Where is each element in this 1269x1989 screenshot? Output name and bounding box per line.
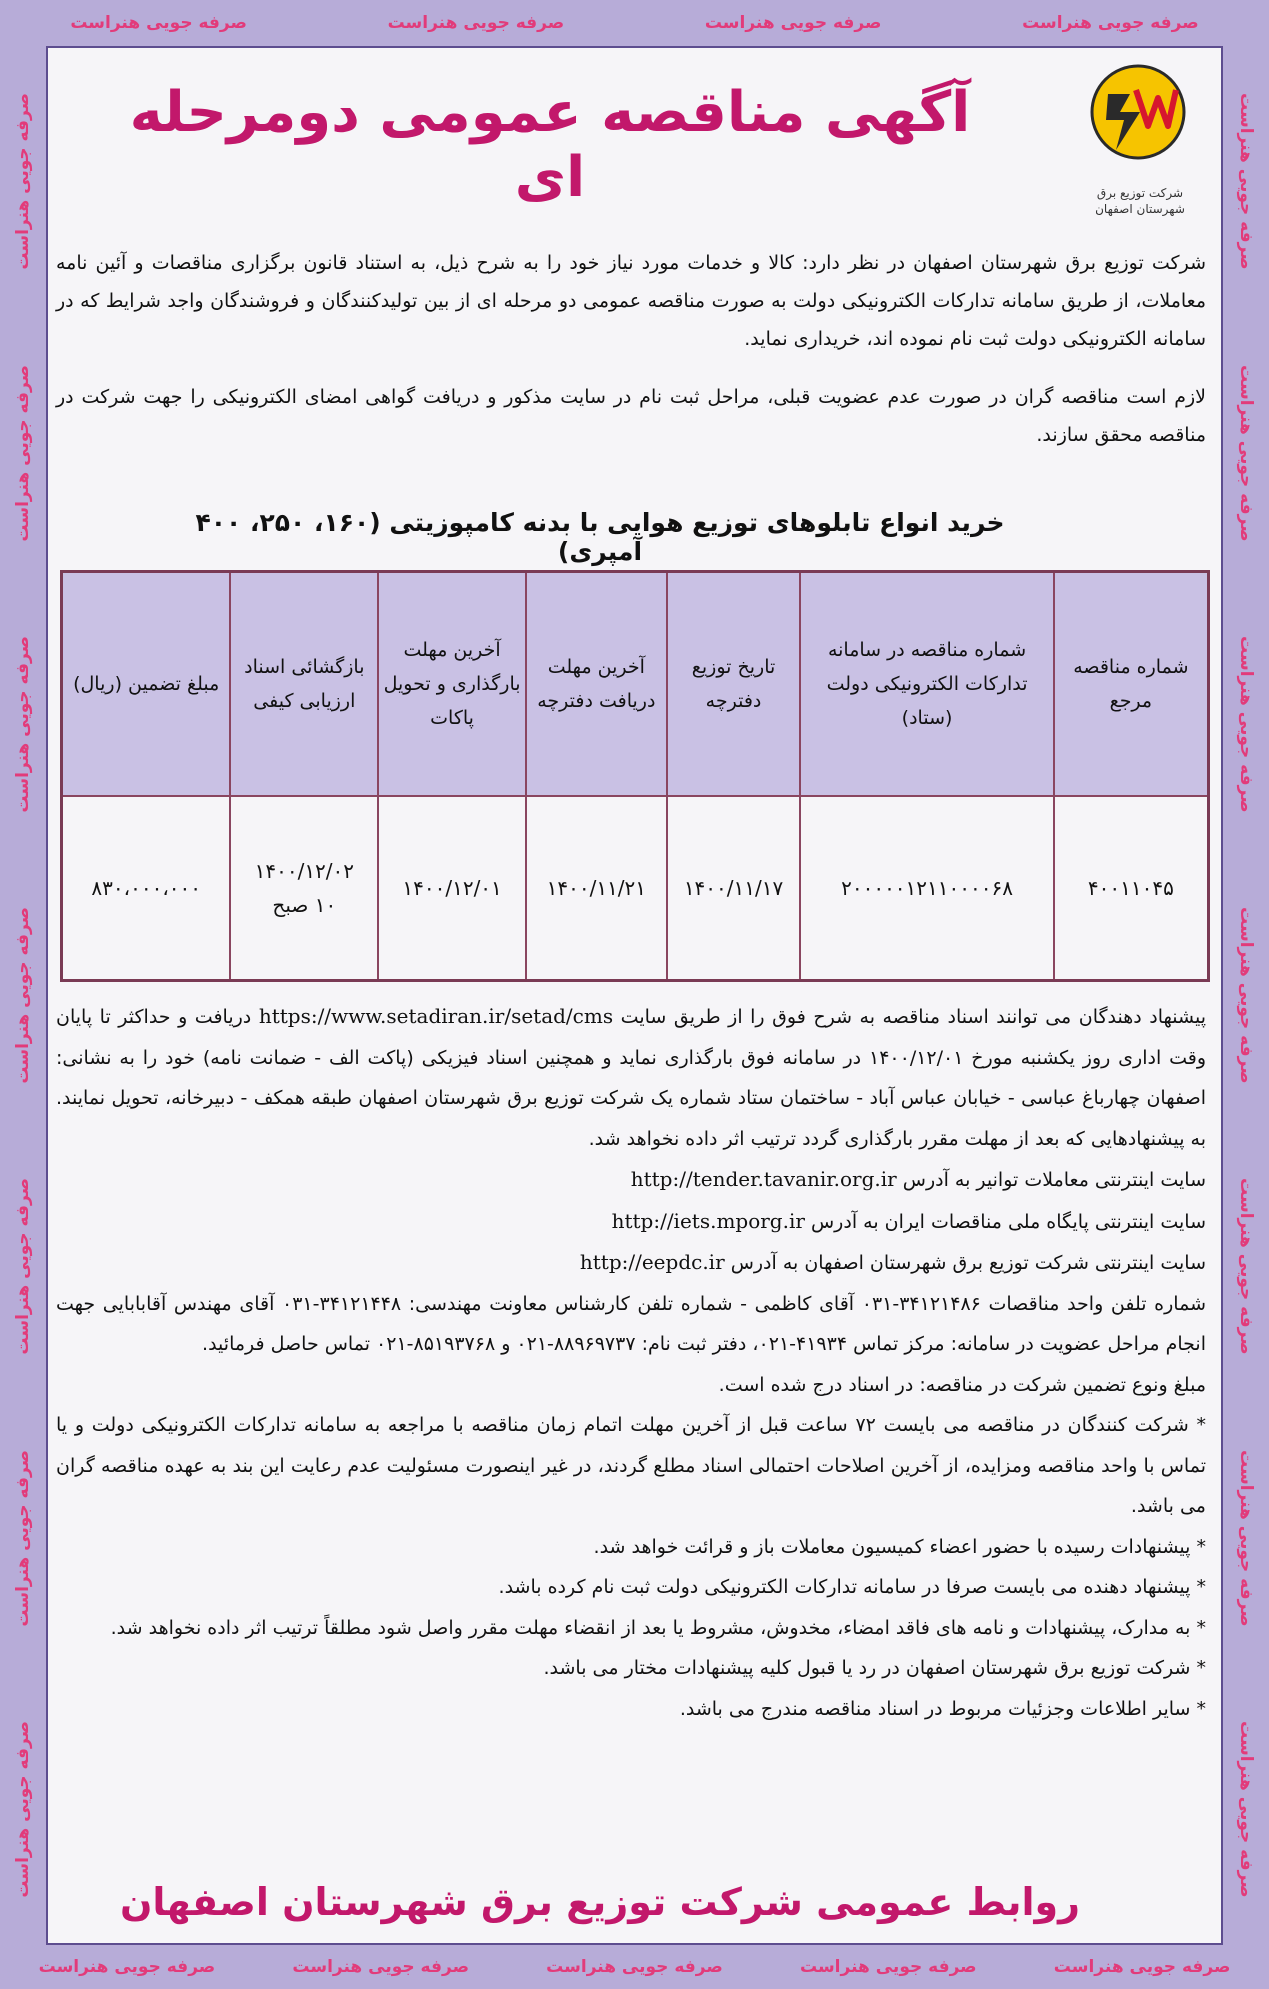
bullet-item: * به مدارک، پیشنهادات و نامه های فاقد امضاء، مخدوش، مشروط یا بعد از انقضاء مهلت مقرر واصل شود مطلقاً ترتیب اثر داده نخواهد شد. (110, 1616, 1206, 1639)
website-line-tavanir (56, 1159, 1206, 1201)
border-slogan: صرفه جویی هنراست (13, 1449, 33, 1627)
contact-phones: شماره تلفن واحد مناقصات ۳۴۱۲۱۴۸۶-۰۳۱ آقای کاظمی - شماره تلفن کارشناس معاونت مهندسی: ۳۴۱۲۱۴۴۸-۰۳۱ آقای مهندس آقابابایی جهت انجام مراحل عضویت در سامانه: مرکز تماس ۴۱۹۳۴-۰۲۱، دفتر ثبت نام: ۸۸۹۶۹۷۳۷-۰۲۱ و ۸۵۱۹۳۷۶۸-۰۲۱ تماس حاصل فرمائید. (56, 1292, 1207, 1355)
website-label: سایت اینترنتی پایگاه ملی مناقصات ایران به آدرس (810, 1210, 1206, 1233)
guarantee-amount: ۸۳۰،۰۰۰،۰۰۰ (62, 796, 231, 981)
distribution-date: ۱۴۰۰/۱۱/۱۷ (667, 796, 801, 981)
table-header-cell: آخرین مهلت بارگذاری و تحویل پاکات (378, 572, 526, 797)
border-slogan: صرفه جویی هنراست (13, 1178, 33, 1356)
border-slogan: صرفه جویی هنراست (546, 1957, 723, 1977)
ref-tender-number: ۴۰۰۱۱۰۴۵ (1054, 796, 1209, 981)
border-right (1223, 46, 1269, 1945)
border-slogan: صرفه جویی هنراست (70, 13, 247, 33)
submission-paragraph (56, 996, 1206, 1159)
logo-caption (1070, 185, 1210, 217)
receive-deadline: ۱۴۰۰/۱۱/۲۱ (526, 796, 667, 981)
table-header-cell: بازگشائی اسناد ارزیابی کیفی (230, 572, 378, 797)
logo-caption-line: شرکت توزیع برق (1096, 186, 1184, 200)
table-header-cell: تاریخ توزیع دفترچه (667, 572, 801, 797)
iets-link[interactable]: http://iets.mporg.ir (611, 1208, 805, 1233)
border-slogan: صرفه جویی هنراست (1236, 1721, 1256, 1898)
border-slogan: صرفه جویی هنراست (799, 1957, 977, 1977)
ad-body (56, 996, 1206, 1729)
border-slogan: صرفه جویی هنراست (292, 1957, 469, 1977)
table-header-row (62, 572, 1209, 797)
border-slogan: صرفه جویی هنراست (1053, 1957, 1231, 1977)
bullet-item: * سایر اطلاعات وجزئیات مربوط در اسناد مناقصه مندرج می باشد. (679, 1697, 1206, 1720)
table-row (62, 796, 1209, 981)
border-slogan: صرفه جویی هنراست (13, 907, 33, 1084)
upload-deadline: ۱۴۰۰/۱۲/۰۱ (378, 796, 526, 981)
ad-title: آگهی مناقصه عمومی دومرحله ای (129, 80, 971, 210)
logo-caption-line: شهرستان اصفهان (1095, 202, 1185, 216)
table-header-cell: مبلغ تضمین (ریال) (62, 572, 231, 797)
border-top (0, 0, 1269, 46)
border-slogan: صرفه جویی هنراست (1236, 907, 1256, 1084)
intro-paragraph-registration: لازم است مناقصه گران در صورت عدم عضویت قبلی، مراحل ثبت نام در سایت مذکور و دریافت گواهی امضای الکترونیکی را جهت شرکت در مناقصه محقق سازند. (56, 386, 1206, 446)
submission-text-b: دریافت و حداکثر تا پایان وقت اداری روز یکشنبه مورخ ۱۴۰۰/۱۲/۰۱ در سامانه فوق بارگذاری نماید و همچنین اسناد فیزیکی (پاکت الف - ضمانت نامه) خود را به نشانی: اصفهان چهارباغ عباسی - خیابان عباس آباد - ساختمان ستاد شماره یک شرکت توزیع برق شهرستان اصفهان طبقه همکف - دبیرخانه، تحویل نمایند. به پیشنهادهایی که بعد از مهلت مقرر بارگذاری گردد ترتیب اثر داده نخواهد شد. (56, 1006, 1206, 1150)
setad-tender-number: ۲۰۰۰۰۰۱۲۱۱۰۰۰۰۶۸ (800, 796, 1053, 981)
website-line-eepdc (56, 1242, 1206, 1284)
setad-link[interactable]: https://www.setadiran.ir/setad/cms (258, 1004, 614, 1028)
public-relations-signature: روابط عمومی شرکت توزیع برق شهرستان اصفهان (119, 1880, 1081, 1924)
bullet-item: * پیشنهاد دهنده می بایست صرفا در سامانه تدارکات الکترونیکی دولت ثبت نام کرده باشد. (498, 1576, 1206, 1598)
opening-date: ۱۴۰۰/۱۲/۰۲ (254, 859, 355, 883)
border-slogan: صرفه جویی هنراست (1022, 13, 1199, 33)
border-slogan: صرفه جویی هنراست (387, 13, 565, 33)
border-slogan: صرفه جویی هنراست (704, 13, 882, 33)
border-left (0, 46, 46, 1945)
border-bottom (0, 1945, 1269, 1989)
tender-table (60, 570, 1210, 980)
opening-date-cell (230, 796, 378, 981)
submission-text-a: پیشنهاد دهندگان می توانند اسناد مناقصه به شرح فوق را از طریق سایت (620, 1006, 1206, 1028)
border-slogan: صرفه جویی هنراست (1236, 1449, 1256, 1627)
website-label: سایت اینترنتی معاملات توانیر به آدرس (902, 1169, 1206, 1191)
bullet-item: * شرکت توزیع برق شهرستان اصفهان در رد یا قبول کلیه پیشنهادات مختار می باشد. (543, 1657, 1206, 1679)
table-header-cell: آخرین مهلت دریافت دفترچه (526, 572, 667, 797)
bullet-item: * پیشنهادات رسیده با حضور اعضاء کمیسیون معاملات باز و قرائت خواهد شد. (593, 1535, 1206, 1558)
border-slogan: صرفه جویی هنراست (1236, 1178, 1256, 1356)
border-slogan: صرفه جویی هنراست (1236, 364, 1256, 542)
border-slogan: صرفه جویی هنراست (1236, 635, 1256, 813)
border-slogan: صرفه جویی هنراست (13, 635, 33, 813)
opening-time: ۱۰ صبح (272, 893, 337, 917)
border-slogan: صرفه جویی هنراست (38, 1957, 216, 1977)
eepdc-link[interactable]: http://eepdc.ir (579, 1250, 725, 1274)
bullet-item: * شرکت کنندگان در مناقصه می بایست ۷۲ ساعت قبل از آخرین مهلت اتمام زمان مناقصه با مراجعه به سامانه تدارکات الکترونیکی دولت و یا تماس با واحد مناقصه ومزایده، از آخرین اصلاحات احتمالی اسناد مطلع گردند، در غیر اینصورت مسئولیت عدم رعایت این بند به عهده مناقصه گران می باشد. (56, 1414, 1206, 1517)
table-header-cell: شماره مناقصه در سامانه تدارکات الکترونیکی دولت (ستاد) (800, 572, 1053, 797)
tavanir-link[interactable]: http://tender.tavanir.org.ir (630, 1167, 897, 1191)
border-slogan: صرفه جویی هنراست (13, 93, 33, 270)
border-slogan: صرفه جویی هنراست (13, 364, 33, 542)
guarantee-note: مبلغ ونوع تضمین شرکت در مناقصه: در اسناد درج شده است. (718, 1373, 1206, 1396)
table-header-cell: شماره مناقصه مرجع (1054, 572, 1209, 797)
website-line-iets (56, 1201, 1206, 1243)
power-distribution-logo-icon (1078, 54, 1198, 184)
border-slogan: صرفه جویی هنراست (1236, 93, 1256, 270)
website-label: سایت اینترنتی شرکت توزیع برق شهرستان اصفهان به آدرس (730, 1252, 1206, 1274)
intro-paragraph: شرکت توزیع برق شهرستان اصفهان در نظر دارد: کالا و خدمات مورد نیاز خود را به شرح ذیل، به استناد قانون برگزاری مناقصات و آئین نامه معاملات، از طریق سامانه تدارکات الکترونیکی دولت به صورت مناقصه عمومی دو مرحله ای از بین تولیدکنندگان و فروشندگان واجد شرایط که در سامانه الکترونیکی دولت ثبت نام نموده اند، خریداری نماید. (56, 252, 1206, 350)
border-slogan: صرفه جویی هنراست (13, 1721, 33, 1898)
tender-subject-heading: خرید انواع تابلوهای توزیع هوایی با بدنه کامپوزیتی (۱۶۰، ۲۵۰، ۴۰۰ آمپری) (195, 508, 1005, 566)
